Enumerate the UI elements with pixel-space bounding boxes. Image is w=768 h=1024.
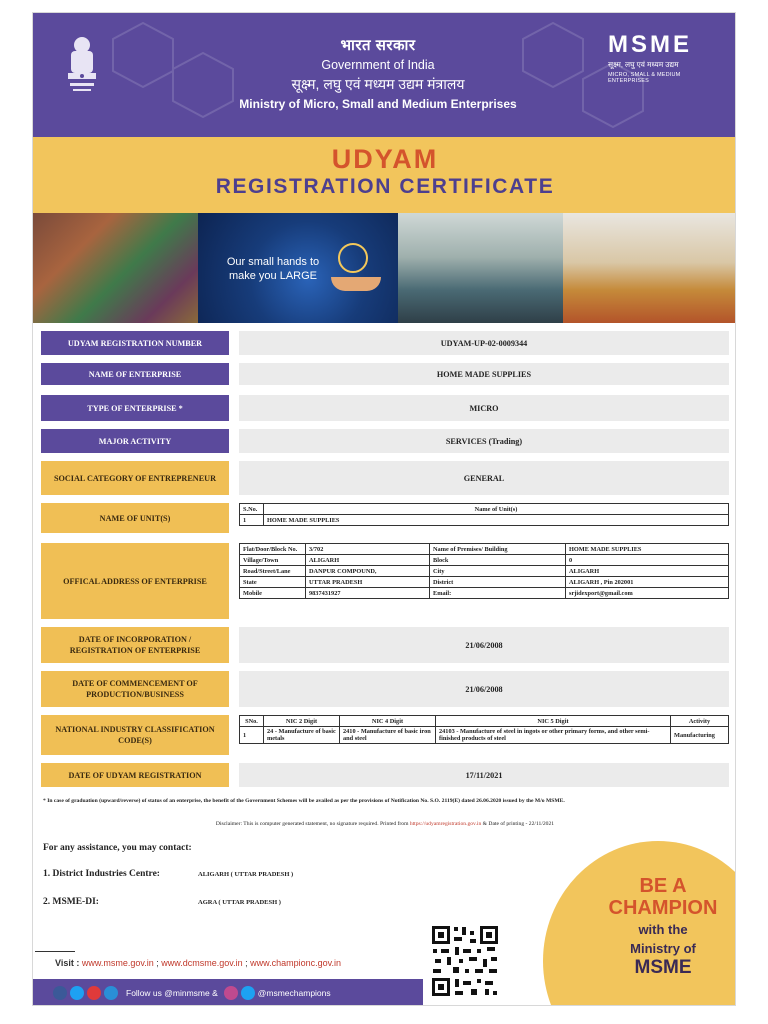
table-cell: ALIGARH [306, 555, 430, 566]
msme-logo-subtitle: MICRO, SMALL & MEDIUM ENTERPRISES [608, 72, 681, 84]
disclaimer [33, 821, 736, 827]
major-activity-label: MAJOR ACTIVITY [41, 429, 229, 453]
title-certificate: REGISTRATION CERTIFICATE [215, 175, 555, 198]
table-cell: 1 [240, 515, 264, 526]
table-cell: Village/Town [240, 555, 306, 566]
nic-table [239, 715, 729, 744]
champion-line-3: with the [638, 922, 688, 937]
table-row [240, 577, 729, 588]
table-header: Activity [671, 716, 729, 727]
reg-number-label: UDYAM REGISTRATION NUMBER [41, 331, 229, 355]
incorporation-date-value: 21/06/2008 [239, 627, 729, 663]
table-row [240, 716, 729, 727]
table-row [240, 555, 729, 566]
table-cell: 24103 - Manufacture of steel in ingots or other primary forms, and other semi-finished products of steel [436, 727, 671, 744]
enterprise-name-label: NAME OF ENTERPRISE [41, 363, 229, 385]
reg-number-value: UDYAM-UP-02-0009344 [239, 331, 729, 355]
twitter-icon[interactable] [70, 986, 84, 1000]
table-cell: 2410 - Manufacture of basic iron and steel [340, 727, 436, 744]
chakra-icon [338, 243, 368, 273]
table-cell: 3/702 [306, 544, 430, 555]
table-cell: State [240, 577, 306, 588]
artisan-photo [33, 213, 198, 323]
table-cell: HOME MADE SUPPLIES [264, 515, 729, 526]
qr-code [429, 923, 501, 999]
table-cell: ALIGARH [566, 566, 729, 577]
table-cell: Manufacturing [671, 727, 729, 744]
table-cell: Mobile [240, 588, 306, 599]
social-bar [33, 979, 423, 1006]
dic-label: 1. District Industries Centre: [43, 869, 160, 879]
hindi-country-text: भारत सरकार [340, 37, 416, 54]
separator: ; [153, 958, 162, 968]
hand-icon [331, 277, 381, 291]
table-cell: Flat/Door/Block No. [240, 544, 306, 555]
major-activity-value: SERVICES (Trading) [239, 429, 729, 453]
address-table [239, 543, 729, 599]
dic-value: ALIGARH ( UTTAR PRADESH ) [198, 871, 294, 878]
enterprise-type-value: MICRO [239, 395, 729, 421]
champion-line-5: MSME [634, 957, 692, 978]
msme-link[interactable]: www.msme.gov.in [81, 958, 154, 968]
msme-logo [608, 33, 723, 84]
facebook-icon[interactable] [53, 986, 67, 1000]
table-cell: 9837431927 [306, 588, 430, 599]
table-header: NIC 2 Digit [264, 716, 340, 727]
nic-code-label: NATIONAL INDUSTRY CLASSIFICATION CODE(S) [41, 715, 229, 755]
table-header: NIC 4 Digit [340, 716, 436, 727]
table-cell: 0 [566, 555, 729, 566]
table-row [240, 544, 729, 555]
table-header: NIC 5 Digit [436, 716, 671, 727]
twitter-icon[interactable] [241, 986, 255, 1000]
table-cell: ALIGARH , Pin 202001 [566, 577, 729, 588]
table-row [240, 504, 729, 515]
visit-links [55, 958, 341, 968]
table-header: SNo. [240, 716, 264, 727]
banner-tagline: Our small hands to make you LARGE [226, 256, 320, 282]
national-emblem-icon [63, 35, 101, 97]
instagram-icon[interactable] [224, 986, 238, 1000]
table-cell: Road/Street/Lane [240, 566, 306, 577]
champion-line-4: Ministry of [630, 941, 696, 956]
table-cell: Block [430, 555, 566, 566]
ministry-text: Ministry of Micro, Small and Medium Enterprises [239, 97, 517, 111]
workshop-photo [563, 213, 736, 323]
table-cell: Email: [430, 588, 566, 599]
table-cell: HOME MADE SUPPLIES [566, 544, 729, 555]
table-cell: UTTAR PRADESH [306, 577, 430, 588]
linkedin-icon[interactable] [104, 986, 118, 1000]
table-cell: 1 [240, 727, 264, 744]
social-category-label: SOCIAL CATEGORY OF ENTREPRENEUR [41, 461, 229, 495]
hindi-ministry-text: सूक्ष्म, लघु एवं मध्यम उद्यम मंत्रालय [291, 76, 465, 92]
champions-link[interactable]: www.championc.gov.in [250, 958, 341, 968]
table-row [240, 588, 729, 599]
office-photo [398, 213, 563, 323]
table-cell: District [430, 577, 566, 588]
social-category-value: GENERAL [239, 461, 729, 495]
champion-line-2: CHAMPION [608, 897, 718, 919]
dcmsme-link[interactable]: www.dcmsme.gov.in [161, 958, 243, 968]
table-row [240, 727, 729, 744]
commencement-date-label: DATE OF COMMENCEMENT OF PRODUCTION/BUSINESS [41, 671, 229, 707]
msme-di-value: AGRA ( UTTAR PRADESH ) [198, 899, 281, 906]
title-band [33, 137, 736, 213]
msme-logo-hindi: सूक्ष्म, लघु एवं मध्यम उद्यम [608, 60, 679, 69]
disclaimer-print-date: & Date of printing - 22/11/2021 [482, 821, 555, 827]
disclaimer-text: Disclaimer: This is computer generated statement, no signature required. Printed from [215, 821, 409, 827]
certificate-page [32, 12, 736, 1006]
youtube-icon[interactable] [87, 986, 101, 1000]
country-text: Government of India [321, 58, 435, 72]
table-cell: Name of Premises/ Building [430, 544, 566, 555]
title-udyam: UDYAM [331, 144, 439, 174]
table-cell: 24 - Manufacture of basic metals [264, 727, 340, 744]
table-cell: DANPUR COMPOUND, [306, 566, 430, 577]
assistance-heading: For any assistance, you may contact: [43, 843, 192, 853]
units-label: NAME OF UNIT(S) [41, 503, 229, 533]
address-label: OFFICAL ADDRESS OF ENTERPRISE [41, 543, 229, 619]
table-row [240, 566, 729, 577]
graduation-footnote: * In case of graduation (upward/reverse) of status of an enterprise, the benefit of the Government Schemes will be availed as per the provisions of Notification No. S.O. 2119(E) dated 26.06.2020 issued by the M/o MSME. [43, 798, 565, 804]
table-header: Name of Unit(s) [264, 504, 729, 515]
enterprise-name-value: HOME MADE SUPPLIES [239, 363, 729, 385]
table-header: S.No. [240, 504, 264, 515]
commencement-date-value: 21/06/2008 [239, 671, 729, 707]
table-cell: srjidexport@gmail.com [566, 588, 729, 599]
enterprise-type-label: TYPE OF ENTERPRISE * [41, 395, 229, 421]
visit-label: Visit : [55, 958, 80, 968]
disclaimer-link[interactable]: https://udyamregistration.gov.in [409, 821, 482, 827]
udyam-date-label: DATE OF UDYAM REGISTRATION [41, 763, 229, 787]
champions-handle: @msmechampions [257, 988, 331, 998]
units-table [239, 503, 729, 526]
government-heading [183, 35, 573, 111]
msme-di-label: 2. MSME-DI: [43, 897, 99, 907]
separator: ; [242, 958, 251, 968]
banner-image [33, 213, 736, 323]
footer-divider [35, 951, 75, 952]
msme-logo-text: MSME [608, 31, 692, 58]
table-row [240, 515, 729, 526]
follow-text: Follow us @minmsme & [126, 988, 218, 998]
champion-line-1: BE A [639, 875, 687, 897]
header-band [33, 13, 736, 137]
incorporation-date-label: DATE OF INCORPORATION / REGISTRATION OF ENTERPRISE [41, 627, 229, 663]
champion-slogan [588, 875, 736, 979]
udyam-date-value: 17/11/2021 [239, 763, 729, 787]
table-cell: City [430, 566, 566, 577]
